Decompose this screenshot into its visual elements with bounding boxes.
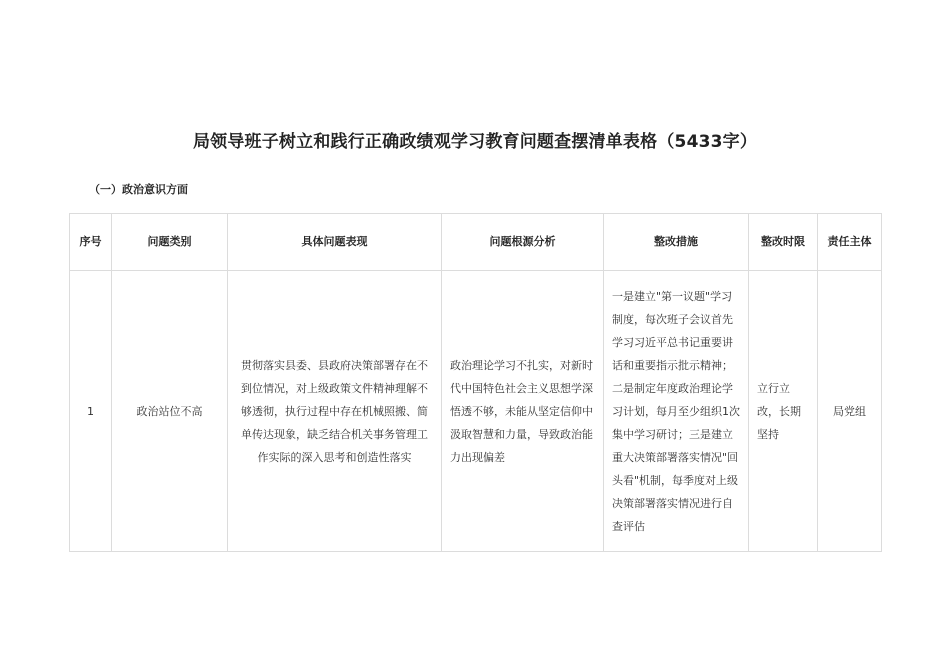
cell-category: 政治站位不高 [112,271,228,552]
cell-owner: 局党组 [818,271,882,552]
header-index: 序号 [70,214,112,271]
cell-index: 1 [70,271,112,552]
table-row [70,271,882,552]
cell-manifestation: 贯彻落实县委、县政府决策部署存在不到位情况，对上级政策文件精神理解不够透彻，执行过程中存在机械照搬、简单传达现象，缺乏结合机关事务管理工作实际的深入思考和创造性落实 [228,271,442,552]
header-manifestation: 具体问题表现 [228,214,442,271]
header-measures: 整改措施 [604,214,749,271]
table-header-row [70,214,882,271]
header-owner: 责任主体 [818,214,882,271]
cell-root-cause: 政治理论学习不扎实，对新时代中国特色社会主义思想学深悟透不够，未能从坚定信仰中汲取智慧和力量，导致政治能力出现偏差 [442,271,604,552]
cell-deadline: 立行立改，长期坚持 [749,271,818,552]
document-title: 局领导班子树立和践行正确政绩观学习教育问题查摆清单表格（5433字） [192,132,758,152]
issue-list-table [69,213,882,552]
header-deadline: 整改时限 [749,214,818,271]
section-heading: （一）政治意识方面 [89,183,188,196]
header-root-cause: 问题根源分析 [442,214,604,271]
cell-measures: 一是建立"第一议题"学习制度，每次班子会议首先学习习近平总书记重要讲话和重要指示批示精神；二是制定年度政治理论学习计划，每月至少组织1次集中学习研讨；三是建立重大决策部署落实情况"回头看"机制，每季度对上级决策部署落实情况进行自查评估 [604,271,749,552]
header-category: 问题类别 [112,214,228,271]
